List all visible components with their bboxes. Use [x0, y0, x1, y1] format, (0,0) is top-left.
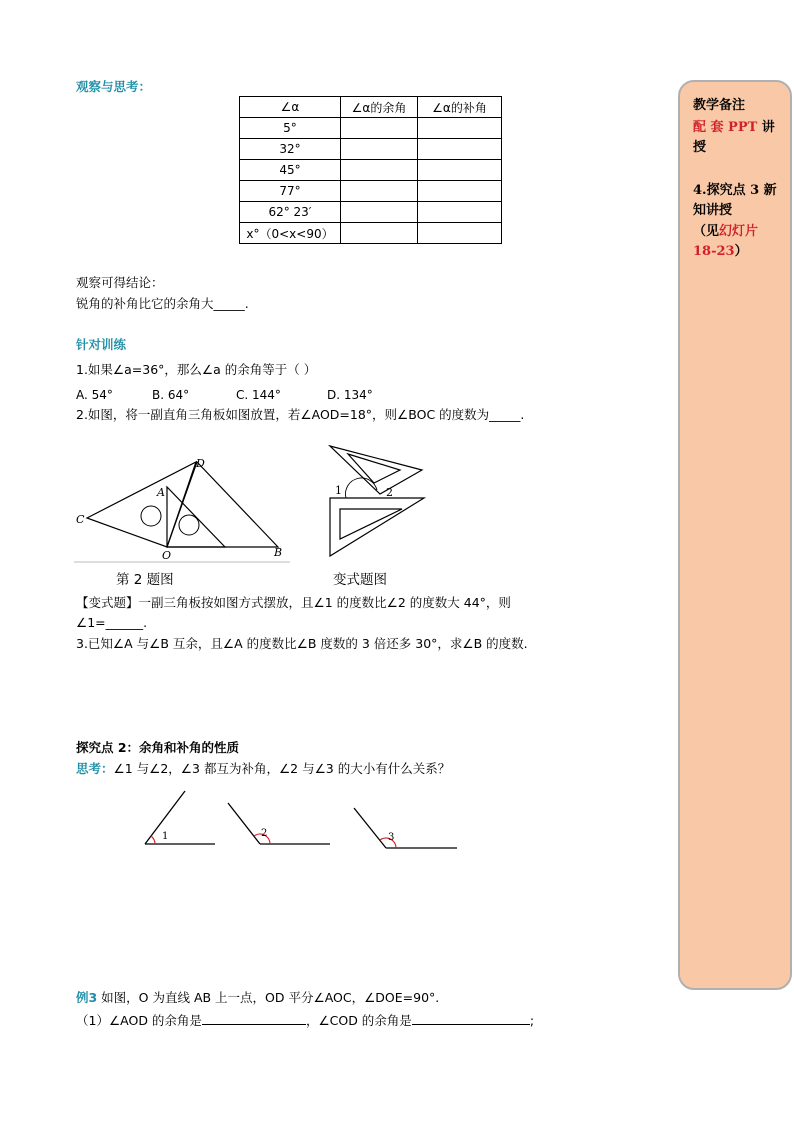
label-o: O [162, 549, 172, 562]
sidebar-line-2: 授 [693, 140, 707, 155]
table-cell: 45° [240, 160, 341, 181]
table-header: ∠α的补角 [418, 97, 502, 118]
think-line [76, 761, 450, 777]
think-label: 思考： [76, 761, 114, 776]
sidebar-line-1 [693, 116, 775, 135]
angle-1-label: 1 [335, 484, 342, 497]
sidebar-line-5 [693, 220, 758, 239]
observe-heading: 观察与思考： [76, 79, 152, 94]
q1-option-d: D. 134° [327, 388, 373, 402]
sidebar-title: 教学备注 [693, 98, 746, 113]
teaching-notes-sidebar [678, 80, 792, 990]
sidebar-see: （见 [693, 224, 720, 239]
triangle-inner [167, 487, 225, 547]
label-b: B [274, 546, 283, 559]
angle-label-3: 3 [388, 832, 395, 843]
angle-label-2: 2 [261, 828, 268, 839]
table-cell: 77° [240, 181, 341, 202]
table-cell: x°（0<x<90） [240, 223, 341, 244]
think-text: ∠1 与∠2，∠3 都互为补角，∠2 与∠3 的大小有什么关系？ [113, 761, 451, 776]
answer-blank-2[interactable] [412, 1012, 530, 1025]
example3-text: 如图，O 为直线 AB 上一点，OD 平分∠AOC，∠DOE=90°. [97, 990, 440, 1005]
q1-option-c: C. 144° [236, 388, 281, 402]
part1-middle: ，∠COD 的余角是 [305, 1013, 412, 1028]
question-1: 1.如果∠a=36°，那么∠a 的余角等于（ ） [76, 362, 317, 377]
training-heading: 针对训练 [76, 337, 127, 352]
label-a: A [157, 486, 165, 499]
table-cell: 5° [240, 118, 341, 139]
question-2: 2.如图，将一副直角三角板如图放置，若∠AOD=18°，则∠BOC 的度数为_____. [76, 407, 525, 422]
table-header: ∠α的余角 [341, 97, 418, 118]
q2-figure [70, 450, 295, 565]
caption-right: 变式题图 [333, 572, 387, 588]
answer-blank-1[interactable] [202, 1012, 306, 1025]
angle-2-label: 2 [386, 486, 393, 499]
variant-line-1: 【变式题】一副三角板按如图方式摆放，且∠1 的度数比∠2 的度数大 44°，则 [76, 595, 511, 610]
conclusion-text: 锐角的补角比它的余角大_____. [76, 296, 249, 311]
q1-option-b: B. 64° [152, 388, 190, 402]
label-c: C [76, 513, 85, 526]
part1-end: ; [529, 1013, 535, 1028]
explore2-heading: 探究点 2：余角和补角的性质 [76, 740, 240, 755]
variant-line-2: ∠1=______. [76, 615, 148, 630]
angles-figure [140, 786, 470, 852]
sidebar-close-paren: ） [734, 244, 748, 259]
table-header: ∠α [240, 97, 341, 118]
table-cell: 62° 23′ [240, 202, 341, 223]
sidebar-slide-range: 18-23 [693, 244, 735, 259]
sidebar-jiang: 讲 [757, 120, 775, 135]
label-d: D [196, 457, 205, 470]
table-cell: 32° [240, 139, 341, 160]
angle-label-1: 1 [162, 831, 169, 842]
sidebar-line-6 [693, 240, 748, 259]
sidebar-line-3: 4.探究点 3 新 [693, 183, 777, 198]
caption-left: 第 2 题图 [116, 572, 174, 588]
part1-prefix: （1）∠AOD 的余角是 [76, 1013, 202, 1028]
sidebar-line-4: 知讲授 [693, 203, 733, 218]
sidebar-slides: 幻灯片 [719, 224, 759, 239]
sidebar-ppt: 配 套 PPT [693, 120, 758, 135]
question-3: 3.已知∠A 与∠B 互余，且∠A 的度数比∠B 度数的 3 倍还多 30°，求∠B 的度数. [76, 636, 528, 651]
observe-table [239, 96, 502, 244]
q1-option-a: A. 54° [76, 388, 113, 402]
example3-label: 例3 [76, 990, 98, 1005]
conclusion-label: 观察可得结论： [76, 275, 164, 290]
example3-part1 [76, 1012, 534, 1029]
variant-figure [318, 436, 430, 560]
example3-line [76, 990, 439, 1006]
triangle-aoc [87, 462, 196, 547]
